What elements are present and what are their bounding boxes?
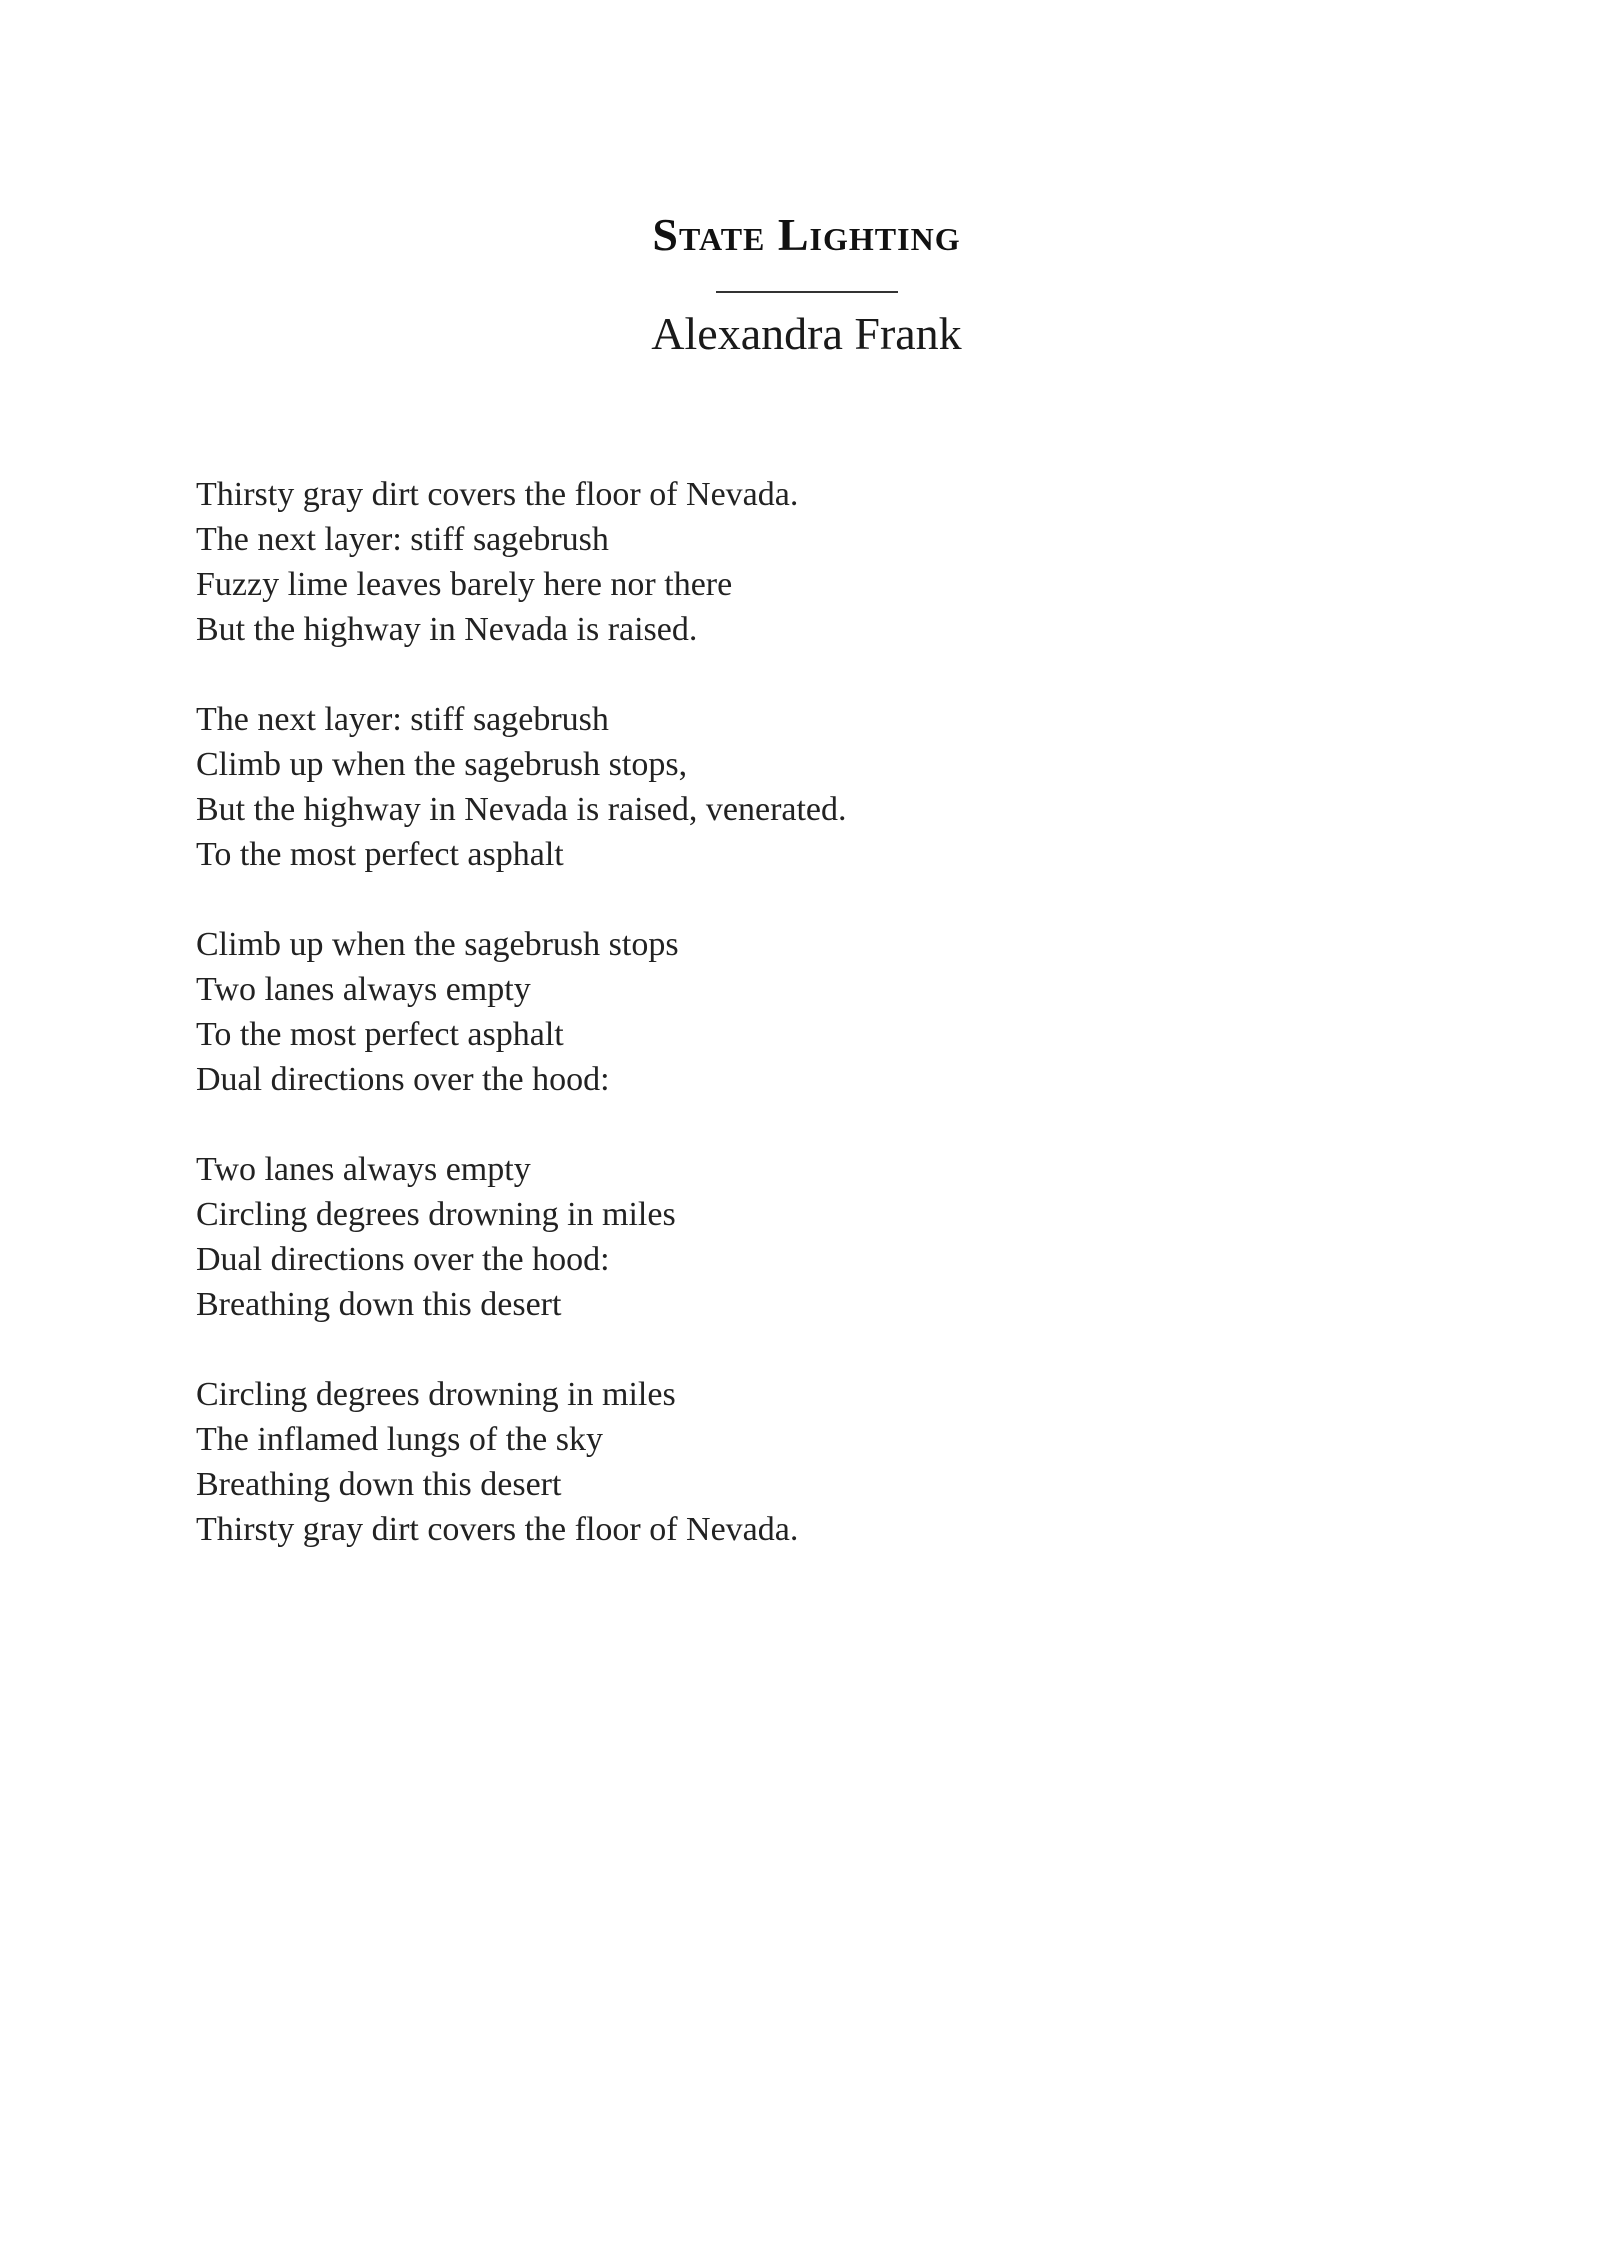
stanza — [196, 697, 1396, 877]
poem-line: Climb up when the sagebrush stops — [196, 926, 679, 963]
poem-header — [0, 205, 1613, 363]
stanza — [196, 922, 1396, 1102]
poem-line: Circling degrees drowning in miles — [196, 1196, 676, 1233]
poem-line: The inflamed lungs of the sky — [196, 1421, 603, 1458]
stanza — [196, 1147, 1396, 1327]
poem-line: Thirsty gray dirt covers the floor of Nevada. — [196, 1511, 799, 1548]
poem-line: Fuzzy lime leaves barely here nor there — [196, 566, 733, 603]
poem-line: Breathing down this desert — [196, 1286, 562, 1323]
poem-line: Circling degrees drowning in miles — [196, 1376, 676, 1413]
poem-line: Dual directions over the hood: — [196, 1241, 610, 1278]
title-divider — [716, 291, 898, 293]
poem-body — [196, 472, 1396, 1597]
poem-line: The next layer: stiff sagebrush — [196, 701, 609, 738]
poem-line: Two lanes always empty — [196, 971, 531, 1008]
poem-line: Thirsty gray dirt covers the floor of Nevada. — [196, 476, 799, 513]
stanza — [196, 1372, 1396, 1552]
poem-line: But the highway in Nevada is raised, venerated. — [196, 791, 847, 828]
poem-line: Dual directions over the hood: — [196, 1061, 610, 1098]
stanza — [196, 472, 1396, 652]
poem-line: Breathing down this desert — [196, 1466, 562, 1503]
poem-line: To the most perfect asphalt — [196, 836, 564, 873]
poem-line: The next layer: stiff sagebrush — [196, 521, 609, 558]
poem-line: Climb up when the sagebrush stops, — [196, 746, 688, 783]
poem-title: State Lighting — [652, 209, 961, 260]
poem-line: Two lanes always empty — [196, 1151, 531, 1188]
poem-author: Alexandra Frank — [651, 308, 962, 359]
poem-line: To the most perfect asphalt — [196, 1016, 564, 1053]
poem-line: But the highway in Nevada is raised. — [196, 611, 698, 648]
